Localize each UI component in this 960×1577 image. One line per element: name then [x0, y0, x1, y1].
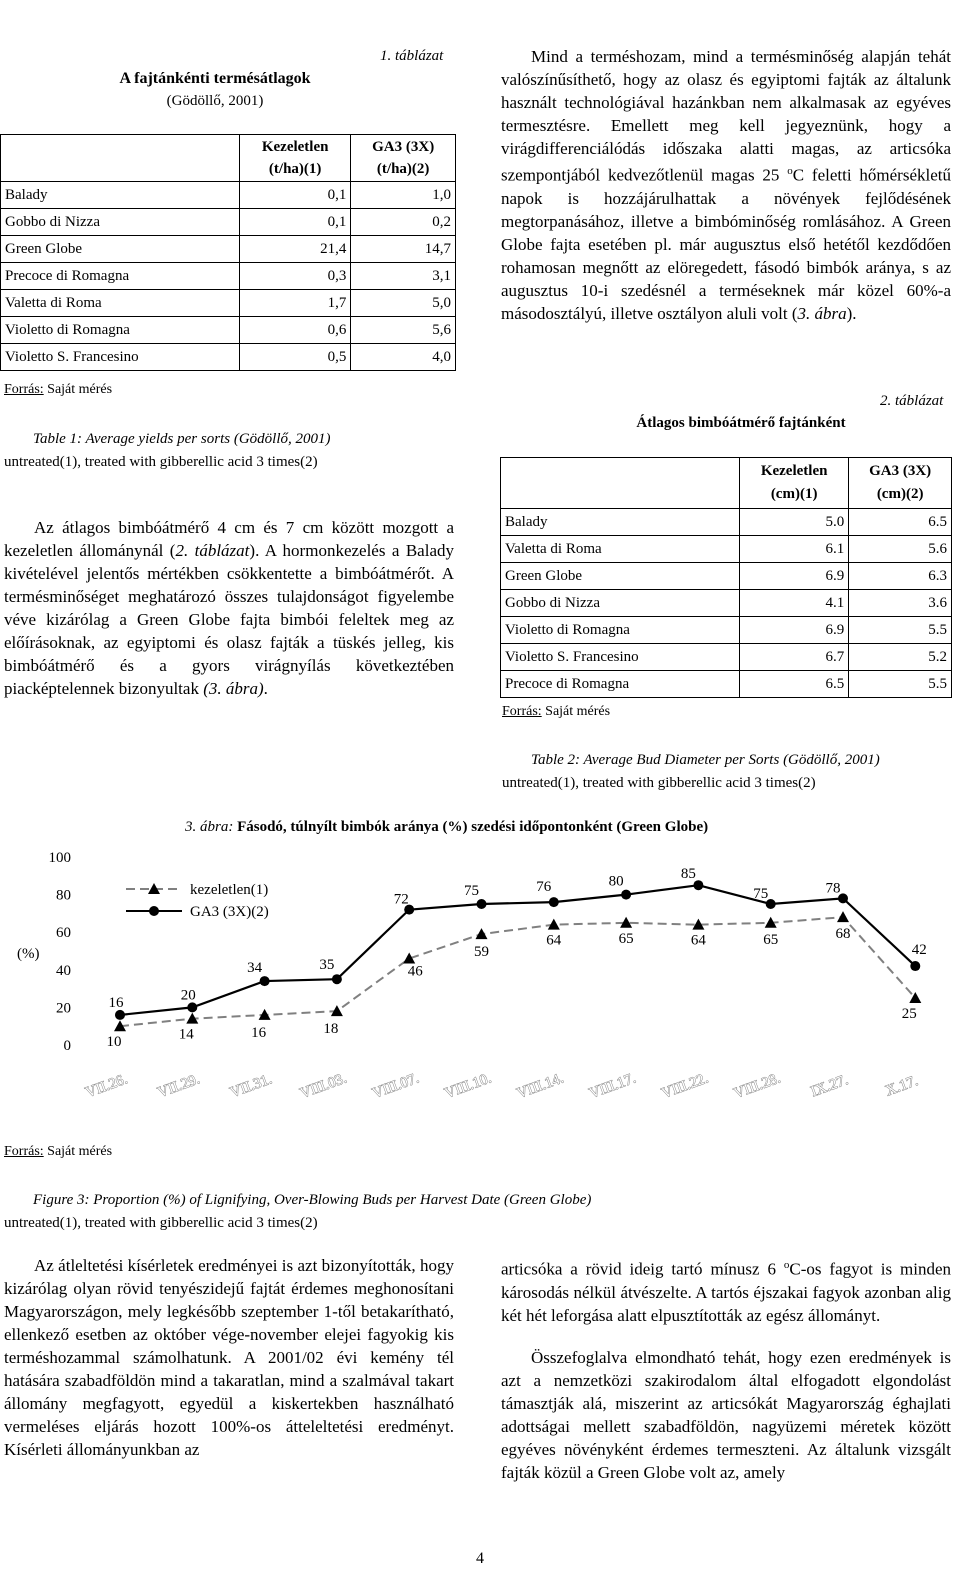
row-value-untreated: 6.9 [740, 617, 849, 644]
data-label: 16 [108, 994, 124, 1011]
row-value-ga3: 6.5 [928, 513, 947, 530]
table2-grid [500, 457, 952, 698]
table-row [1, 182, 456, 209]
table2-caption-en2: untreated(1), treated with gibberellic acid 3 times(2) [502, 775, 816, 791]
row-value-untreated: 0,1 [240, 182, 351, 209]
x-tick-label: X.17. [883, 1073, 921, 1100]
y-axis-label: (%) [17, 946, 40, 962]
table1-caption-en2: untreated(1), treated with gibberellic acid 3 times(2) [4, 454, 318, 470]
table2-number: 2. táblázat [880, 393, 944, 409]
row-value-ga3: 5,0 [432, 294, 451, 311]
data-point-circle [332, 974, 342, 984]
y-tick-label: 0 [63, 1038, 71, 1054]
x-tick-label: VII.31. [228, 1071, 275, 1102]
table-row [501, 590, 952, 617]
y-tick-label: 100 [48, 850, 71, 866]
row-value-ga3: 0,2 [432, 213, 451, 230]
bottom-left-paragraph: Az átleltetési kísérletek eredményei is azt bizonyították, hogy kizárólag olyan rövid tenyészidejű fajtát érdemes meghonosítani Magyarországon, mely legkésőbb szeptember 1-től betakarítható, ellenkező esetben az október vége-november elejei fagyokig kis terméshozammal számolhatunk. A 2001/02 évi kemény tél hatására szabadföldön mind a takaratlan, mind a szalmával takart állomány megfagyott, egyedül a kiskertekben használható vermeléses eljárás hozott 100%-os átteleltetési eredményt. Kísérleti állományunkban az [4, 1256, 454, 1459]
y-tick-label: 80 [56, 887, 71, 904]
chart-legend [121, 873, 281, 923]
row-value-untreated: 6.7 [740, 644, 849, 671]
row-value-ga3: 3,1 [432, 267, 451, 284]
row-name: Precoce di Romagna [1, 263, 240, 290]
figure3-title: 3. ábra: Fásodó, túlnyílt bimbók aránya (%) szedési időpontonként (Green Globe) [185, 819, 709, 835]
table-row [1, 209, 456, 236]
data-label: 46 [407, 963, 423, 980]
table2 [500, 457, 952, 698]
x-tick-label: VII.26. [83, 1071, 130, 1102]
row-name: Valetta di Roma [501, 536, 740, 563]
table-row [501, 671, 952, 698]
data-label: 64 [546, 932, 562, 949]
row-name: Gobbo di Nizza [1, 209, 240, 236]
row-name: Precoce di Romagna [501, 671, 740, 698]
x-tick-label: VIII.14. [514, 1070, 566, 1103]
x-tick-label: VII.29. [155, 1071, 203, 1102]
data-label: 75 [753, 886, 769, 902]
data-point-circle [910, 961, 920, 971]
table-row [501, 644, 952, 671]
data-label: 25 [901, 1006, 917, 1022]
data-label: 68 [835, 926, 851, 943]
x-tick-label: VIII.28. [731, 1070, 783, 1103]
row-value-ga3: 5.5 [928, 621, 947, 638]
data-label: 76 [536, 879, 552, 896]
bottom-right-paragraph-1: articsóka a rövid ideig tartó mínusz 6 $^o$C-os fagyot is minden károsodás nélkül átvészelte. A tartós éjszakai fagyok azonban alig két hét leforgása alatt elpusztították az egész állományt. [501, 1259, 951, 1325]
table1-subtitle: (Gödöllő, 2001) [166, 93, 264, 109]
data-label: 65 [618, 930, 634, 947]
table1-caption-en: Table 1: Average yields per sorts (Gödöllő, 2001) [33, 431, 331, 447]
data-label: 78 [825, 880, 841, 897]
x-tick-label: VIII.10. [442, 1070, 494, 1103]
data-label: 85 [680, 866, 696, 883]
table2-title: Átlagos bimbóátmérő fajtánként [636, 415, 846, 431]
x-tick-label: IX.27. [808, 1072, 851, 1101]
data-point-circle [621, 890, 631, 900]
table1-col1-header: Kezeletlen (t/ha)(1) [240, 135, 351, 182]
table-row [1, 236, 456, 263]
row-value-ga3: 4,0 [432, 348, 451, 365]
data-label: 18 [323, 1021, 339, 1038]
data-label: 80 [608, 873, 624, 890]
row-value-untreated: 5.0 [740, 509, 849, 536]
table2-col1-header: Kezeletlen (cm)(1) [740, 458, 849, 509]
figure3-caption-en: Figure 3: Proportion (%) of Lignifying, Over-Blowing Buds per Harvest Date (Green Globe) [33, 1192, 592, 1208]
row-name: Green Globe [1, 236, 240, 263]
row-value-untreated: 0,5 [240, 344, 351, 371]
x-tick-label: VIII.22. [659, 1070, 711, 1103]
table1-grid [0, 134, 456, 371]
row-name: Balady [1, 182, 240, 209]
row-name: Violetto S. Francesino [1, 344, 240, 371]
row-value-ga3: 5.2 [928, 648, 947, 665]
legend-marker-circle [149, 906, 159, 916]
x-tick-label: VIII.07. [370, 1070, 422, 1103]
row-value-ga3: 6.3 [928, 567, 947, 584]
x-tick-label: VIII.17. [587, 1070, 639, 1103]
bottom-right-paragraph-2: Összefoglalva elmondható tehát, hogy ezen eredmények is azt a nemzetközi szakirodalom által elfogadott elgondolást támasztják alá, miszerint az articsókát Magyarország éghajlati adottságai mellett szabadföldön, nagyüzemi méretek között egyéves növényként érdemes termeszteni. Az általunk vizsgált fajták közül a Green Globe volt az, amely [501, 1348, 951, 1482]
row-value-ga3: 1,0 [432, 186, 451, 203]
row-value-ga3: 14,7 [424, 240, 451, 257]
row-value-ga3: 3.6 [928, 594, 947, 611]
y-tick-label: 60 [56, 925, 71, 942]
row-name: Violetto S. Francesino [501, 644, 740, 671]
row-value-untreated: 0,6 [240, 317, 351, 344]
data-point-triangle [476, 928, 488, 939]
data-label: 16 [251, 1024, 267, 1041]
data-label: 35 [319, 957, 335, 974]
data-label: 75 [464, 883, 479, 899]
figure3-caption-en2: untreated(1), treated with gibberellic acid 3 times(2) [4, 1215, 318, 1231]
table1-number: 1. táblázat [380, 48, 444, 64]
legend-label: kezeletlen(1) [190, 882, 269, 898]
row-value-ga3: 5.6 [928, 540, 947, 557]
row-value-untreated: 1,7 [240, 290, 351, 317]
table-row [1, 263, 456, 290]
row-value-untreated: 21,4 [240, 236, 351, 263]
table-row [1, 344, 456, 371]
x-tick-label: VIII.03. [298, 1070, 349, 1103]
table-row [1, 317, 456, 344]
data-label: 59 [474, 944, 489, 961]
data-point-circle [187, 1002, 197, 1012]
table1 [0, 134, 456, 371]
y-tick-label: 20 [56, 1000, 71, 1017]
data-point-triangle [548, 919, 560, 930]
row-name: Violetto di Romagna [501, 617, 740, 644]
row-name: Green Globe [501, 563, 740, 590]
row-value-untreated: 6.1 [740, 536, 849, 563]
figure3-line-chart [0, 840, 960, 1110]
table1-source: Forrás: Saját mérés [4, 382, 113, 397]
data-point-circle [260, 976, 270, 986]
data-label: 14 [178, 1026, 194, 1043]
data-point-triangle [837, 911, 849, 922]
data-point-circle [115, 1010, 125, 1020]
table1-title: A fajtánkénti termésátlagok [119, 70, 311, 87]
table2-col2-header: GA3 (3X) (cm)(2) [869, 463, 932, 502]
figure3-source: Forrás: Saját mérés [4, 1144, 113, 1159]
data-point-circle [477, 899, 487, 909]
y-tick-label: 40 [56, 962, 71, 979]
data-label: 20 [180, 987, 196, 1004]
row-name: Violetto di Romagna [1, 317, 240, 344]
table2-source: Forrás: Saját mérés [502, 704, 611, 719]
row-value-untreated: 6.5 [740, 671, 849, 698]
row-value-untreated: 0,1 [240, 209, 351, 236]
table-row [501, 536, 952, 563]
table2-caption-en: Table 2: Average Bud Diameter per Sorts (Gödöllő, 2001) [531, 752, 880, 768]
data-label: 10 [106, 1034, 122, 1051]
row-name: Gobbo di Nizza [501, 590, 740, 617]
row-name: Balady [501, 509, 740, 536]
legend-label: GA3 (3X)(2) [190, 904, 269, 920]
left-paragraph-1: Az átlagos bimbóátmérő 4 cm és 7 cm között mozgott a kezeletlen állománynál (2. táblázat). A hormonkezelés a Balady kivételével jelentős mértékben csökkentette a bimbóátmérőt. A termésminőséget meghatározó összes tulajdonságot figyelembe véve kizárólag a Green Globe fajta bimbói feleltek meg az előírásoknak, az egyiptomi és olasz fajták a tüskés jelleg, kis bimbóátmérő és a gyors virágnyílás következtében piacképtelennek bizonyultak (3. ábra). [4, 518, 454, 698]
row-value-ga3: 5,6 [432, 321, 451, 338]
table1-col2-header: GA3 (3X) (t/ha)(2) [372, 139, 435, 177]
table-row [1, 290, 456, 317]
data-point-circle [549, 897, 559, 907]
page-number: 4 [476, 1550, 484, 1567]
data-label: 72 [393, 891, 409, 908]
table-row [501, 509, 952, 536]
right-paragraph-1: Mind a terméshozam, mind a termésminőség alapján tehát valószínűsíthető, hogy az olasz és egyiptomi fajták az általunk használt technológiával hazánkban nem alkalmasak az egyéves termesztésre. Emellett meg kell jegyeznünk, hogy a virágdifferenciálódás időszaka alatti magas, az articsóka szempontjából kedvezőtlenül magas 25 $^o$C feletti hőmérsékletű napok is hozzájárulhattak a növények fejlődésének megtorpanásához, illetve a bimbóminőség romlásához. A Green Globe fajta esetében pl. már augusztus első hetétől kezdődően rohamosan megnőtt az elöregedett, fásodó bimbók aránya, s az augusztus 10-i szedésnél a terméseknek már közel 60%-a másodosztályú, illetve osztályon aluli volt (3. ábra). [501, 47, 951, 323]
data-label: 34 [247, 960, 263, 977]
row-value-untreated: 6.9 [740, 563, 849, 590]
row-value-ga3: 5.5 [928, 675, 947, 692]
row-name: Valetta di Roma [1, 290, 240, 317]
data-label: 65 [763, 931, 779, 948]
table-row [501, 617, 952, 644]
row-value-untreated: 0,3 [240, 263, 351, 290]
data-label: 42 [911, 942, 927, 959]
table-row [501, 563, 952, 590]
data-label: 64 [690, 932, 706, 949]
row-value-untreated: 4.1 [740, 590, 849, 617]
series-line [120, 917, 915, 1026]
